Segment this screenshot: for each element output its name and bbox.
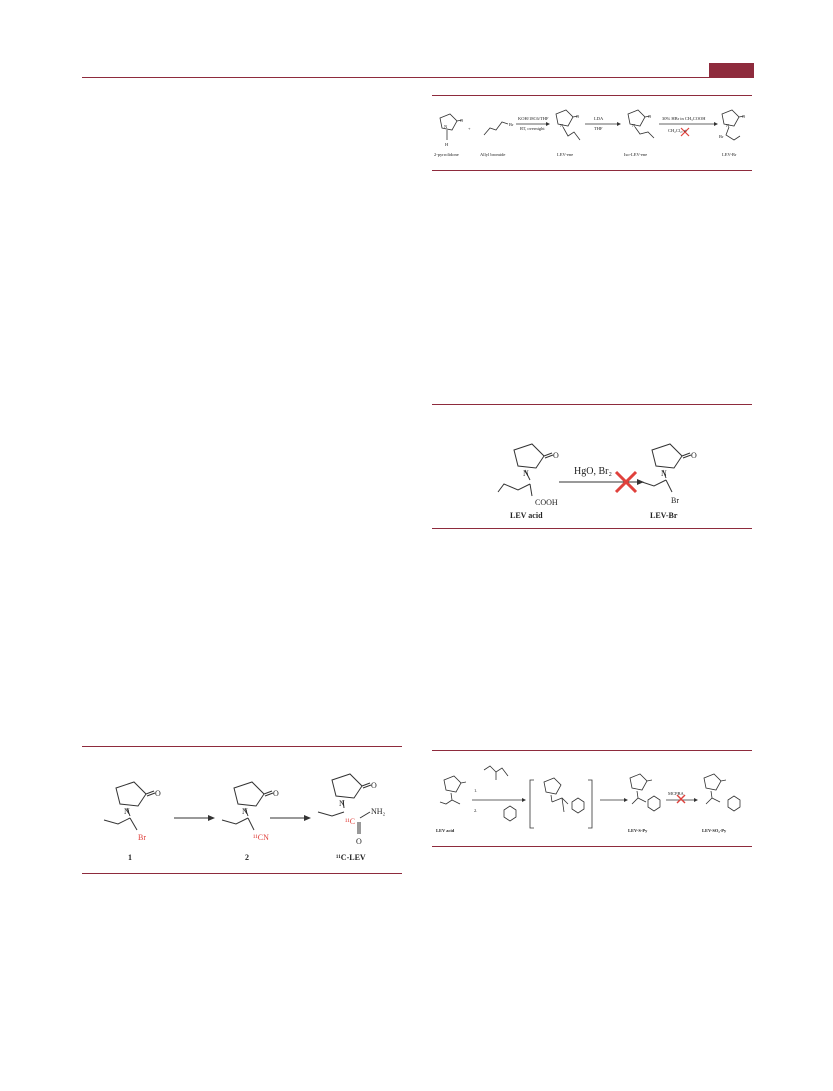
bl-label-2: 2	[245, 853, 249, 862]
br-reagent-2: 2.	[474, 808, 478, 813]
bl-atom-cn: ¹¹CN	[253, 833, 269, 842]
header-rule	[82, 77, 754, 78]
bl-atom-n3: N	[339, 799, 345, 808]
top-label-1: 2-pyrrolidone	[434, 152, 459, 157]
top-reagent-6: CH₂Cl₂, rt	[668, 128, 687, 133]
scheme-top	[432, 100, 752, 170]
top-atom-n2: N	[560, 123, 564, 128]
bl-atom-n2: N	[242, 807, 248, 816]
br-reagent-1: 1.	[474, 788, 478, 793]
bl-atom-o4: O	[356, 837, 362, 846]
top-atom-n3: N	[632, 123, 636, 128]
top-reagent-1: KOH/18C6/THF	[518, 116, 549, 121]
top-label-2: Allyl bromide	[480, 152, 506, 157]
scheme-bottom-left-rule-upper	[82, 746, 402, 747]
br-label-2: LEV-S-Py	[628, 828, 648, 833]
top-atom-o1: O	[460, 118, 464, 123]
bl-atom-o3: O	[371, 781, 377, 790]
scheme-middle-rule-lower	[432, 528, 752, 529]
top-atom-n1: N	[444, 124, 448, 129]
top-atom-br2: Br	[719, 134, 724, 139]
top-label-4: Iso-LEV-ene	[624, 152, 648, 157]
bl-atom-c11: ¹¹C	[345, 817, 356, 826]
bl-atom-o1: O	[155, 789, 161, 798]
scheme-bottom-right-rule-lower	[432, 846, 752, 847]
scheme-bottom-left-rule-lower	[82, 873, 402, 874]
top-atom-h1: H	[445, 142, 449, 147]
br-label-3: LEV-SO₂-Py	[702, 828, 727, 833]
bl-label-3: ¹¹C-LEV	[336, 853, 366, 862]
top-reagent-5: 30% HBr in CH₃COOH	[662, 116, 706, 121]
top-atom-o4: O	[742, 114, 746, 119]
scheme-bottom-right	[432, 762, 752, 842]
middle-atom-n2: N	[661, 469, 667, 478]
bl-atom-nh2: NH₂	[371, 807, 386, 816]
top-label-5: LEV-Br	[722, 152, 737, 157]
top-atom-o3: O	[648, 114, 652, 119]
top-reagent-4: THF	[594, 126, 603, 131]
scheme-middle	[432, 430, 752, 525]
scheme-bottom-right-rule-upper	[432, 750, 752, 751]
top-reagent-3: LDA	[594, 116, 604, 121]
middle-atom-o1: O	[553, 451, 559, 460]
middle-atom-cooh: COOH	[535, 498, 558, 507]
br-reagent-3: MCPBA	[668, 791, 684, 796]
scheme-middle-rule-upper	[432, 404, 752, 405]
middle-atom-o2: O	[691, 451, 697, 460]
bl-atom-br: Br	[138, 833, 146, 842]
middle-atom-br: Br	[671, 496, 679, 505]
middle-label-1: LEV acid	[510, 511, 543, 520]
middle-atom-n1: N	[523, 469, 529, 478]
top-plus: +	[468, 126, 471, 131]
middle-label-2: LEV-Br	[650, 511, 678, 520]
br-label-1: LEV acid	[436, 828, 455, 833]
middle-reagent: HgO, Br₂	[574, 466, 612, 477]
bl-label-1: 1	[128, 853, 132, 862]
top-reagent-2: RT, overnight	[520, 126, 545, 131]
bl-atom-n1: N	[124, 807, 130, 816]
top-atom-o2: O	[576, 114, 580, 119]
top-atom-n4: N	[726, 123, 730, 128]
scheme-bottom-left	[82, 768, 402, 868]
page-number-tab	[709, 63, 754, 78]
scheme-top-rule-lower	[432, 170, 752, 171]
top-label-3: LEV-ene	[557, 152, 574, 157]
top-atom-br1: Br	[509, 122, 514, 127]
bl-atom-o2: O	[273, 789, 279, 798]
scheme-top-rule-upper	[432, 95, 752, 96]
